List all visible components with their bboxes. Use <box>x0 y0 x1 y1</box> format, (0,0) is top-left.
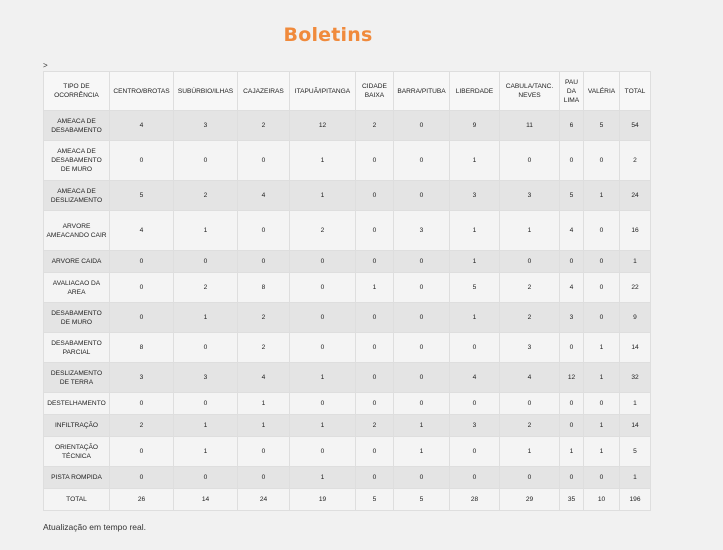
count-cell: 0 <box>394 181 450 211</box>
count-cell: 1 <box>238 393 290 415</box>
count-cell: 32 <box>620 363 651 393</box>
count-cell: 9 <box>450 111 500 141</box>
count-cell: 2 <box>174 273 238 303</box>
count-cell: 2 <box>174 181 238 211</box>
occurrence-type-cell: DESABAMENTO PARCIAL <box>44 333 110 363</box>
occurrence-type-cell: DESLIZAMENTO DE TERRA <box>44 363 110 393</box>
column-header: VALÉRIA <box>584 72 620 111</box>
occurrence-type-cell: AMEACA DE DESLIZAMENTO <box>44 181 110 211</box>
count-cell: 0 <box>356 393 394 415</box>
count-cell: 5 <box>450 273 500 303</box>
count-cell: 0 <box>584 211 620 251</box>
count-cell: 1 <box>500 437 560 467</box>
count-cell: 0 <box>290 303 356 333</box>
table-row <box>44 415 651 437</box>
table-row <box>44 393 651 415</box>
column-header: ITAPUÃ/IPITANGA <box>290 72 356 111</box>
count-cell: 0 <box>110 141 174 181</box>
count-cell: 0 <box>238 141 290 181</box>
count-cell: 0 <box>450 437 500 467</box>
column-header: LIBERDADE <box>450 72 500 111</box>
count-cell: 0 <box>290 333 356 363</box>
count-cell: 4 <box>238 363 290 393</box>
count-cell: 1 <box>290 141 356 181</box>
count-cell: 0 <box>394 303 450 333</box>
count-cell: 24 <box>238 489 290 511</box>
occurrence-type-cell: PISTA ROMPIDA <box>44 467 110 489</box>
count-cell: 1 <box>290 415 356 437</box>
count-cell: 3 <box>174 111 238 141</box>
column-header: SUBÚRBIO/ILHAS <box>174 72 238 111</box>
count-cell: 1 <box>584 415 620 437</box>
count-cell: 0 <box>500 393 560 415</box>
count-cell: 2 <box>620 141 651 181</box>
count-cell: 0 <box>394 393 450 415</box>
count-cell: 1 <box>356 273 394 303</box>
count-cell: 3 <box>560 303 584 333</box>
count-cell: 0 <box>584 467 620 489</box>
count-cell: 1 <box>290 181 356 211</box>
count-cell: 3 <box>450 415 500 437</box>
occurrence-type-cell: INFILTRAÇÃO <box>44 415 110 437</box>
count-cell: 1 <box>620 251 651 273</box>
boletins-table <box>43 71 651 511</box>
count-cell: 3 <box>500 333 560 363</box>
count-cell: 2 <box>356 111 394 141</box>
count-cell: 0 <box>174 141 238 181</box>
count-cell: 0 <box>110 437 174 467</box>
count-cell: 0 <box>290 251 356 273</box>
count-cell: 0 <box>394 111 450 141</box>
occurrence-type-cell: TOTAL <box>44 489 110 511</box>
count-cell: 0 <box>584 303 620 333</box>
count-cell: 1 <box>450 141 500 181</box>
count-cell: 0 <box>394 467 450 489</box>
occurrence-type-cell: ORIENTAÇÃO TÉCNICA <box>44 437 110 467</box>
count-cell: 0 <box>560 251 584 273</box>
count-cell: 0 <box>356 437 394 467</box>
table-row <box>44 251 651 273</box>
count-cell: 0 <box>584 393 620 415</box>
count-cell: 2 <box>356 415 394 437</box>
count-cell: 2 <box>238 111 290 141</box>
count-cell: 2 <box>500 273 560 303</box>
count-cell: 0 <box>584 251 620 273</box>
count-cell: 1 <box>174 415 238 437</box>
count-cell: 196 <box>620 489 651 511</box>
count-cell: 0 <box>394 273 450 303</box>
count-cell: 1 <box>290 363 356 393</box>
count-cell: 0 <box>356 363 394 393</box>
count-cell: 29 <box>500 489 560 511</box>
column-header: CABULA/TANC. NEVES <box>500 72 560 111</box>
count-cell: 5 <box>110 181 174 211</box>
count-cell: 2 <box>238 303 290 333</box>
count-cell: 8 <box>238 273 290 303</box>
count-cell: 19 <box>290 489 356 511</box>
count-cell: 0 <box>450 393 500 415</box>
count-cell: 0 <box>500 141 560 181</box>
count-cell: 0 <box>110 467 174 489</box>
footer-status: Atualização em tempo real. <box>43 522 146 532</box>
count-cell: 0 <box>356 333 394 363</box>
count-cell: 1 <box>450 251 500 273</box>
column-header: CIDADE BAIXA <box>356 72 394 111</box>
count-cell: 0 <box>238 437 290 467</box>
count-cell: 5 <box>356 489 394 511</box>
count-cell: 16 <box>620 211 651 251</box>
count-cell: 1 <box>620 467 651 489</box>
count-cell: 6 <box>560 111 584 141</box>
count-cell: 2 <box>238 333 290 363</box>
count-cell: 14 <box>620 415 651 437</box>
count-cell: 2 <box>290 211 356 251</box>
count-cell: 10 <box>584 489 620 511</box>
count-cell: 8 <box>110 333 174 363</box>
count-cell: 0 <box>174 393 238 415</box>
count-cell: 0 <box>500 251 560 273</box>
count-cell: 0 <box>110 273 174 303</box>
count-cell: 1 <box>584 363 620 393</box>
count-cell: 1 <box>500 211 560 251</box>
count-cell: 0 <box>394 141 450 181</box>
count-cell: 0 <box>356 141 394 181</box>
table-row <box>44 303 651 333</box>
count-cell: 14 <box>620 333 651 363</box>
count-cell: 3 <box>450 181 500 211</box>
occurrence-type-cell: AVALIACAO DA AREA <box>44 273 110 303</box>
count-cell: 5 <box>560 181 584 211</box>
count-cell: 0 <box>394 333 450 363</box>
count-cell: 0 <box>560 141 584 181</box>
table-row <box>44 363 651 393</box>
count-cell: 0 <box>290 437 356 467</box>
count-cell: 1 <box>560 437 584 467</box>
count-cell: 2 <box>500 303 560 333</box>
count-cell: 0 <box>290 393 356 415</box>
table-row <box>44 333 651 363</box>
count-cell: 4 <box>560 211 584 251</box>
count-cell: 5 <box>394 489 450 511</box>
count-cell: 1 <box>290 467 356 489</box>
occurrence-type-cell: AMEACA DE DESABAMENTO DE MURO <box>44 141 110 181</box>
count-cell: 11 <box>500 111 560 141</box>
count-cell: 24 <box>620 181 651 211</box>
count-cell: 0 <box>356 181 394 211</box>
count-cell: 5 <box>584 111 620 141</box>
breadcrumb-marker: > <box>43 61 48 70</box>
column-header: TIPO DE OCORRÊNCIA <box>44 72 110 111</box>
count-cell: 0 <box>110 303 174 333</box>
count-cell: 4 <box>238 181 290 211</box>
count-cell: 14 <box>174 489 238 511</box>
occurrence-type-cell: ARVORE CAIDA <box>44 251 110 273</box>
count-cell: 0 <box>290 273 356 303</box>
count-cell: 4 <box>110 111 174 141</box>
count-cell: 0 <box>110 393 174 415</box>
column-header: TOTAL <box>620 72 651 111</box>
count-cell: 28 <box>450 489 500 511</box>
count-cell: 0 <box>560 333 584 363</box>
count-cell: 0 <box>560 393 584 415</box>
count-cell: 0 <box>174 333 238 363</box>
page-title: Boletins <box>283 24 373 46</box>
count-cell: 0 <box>560 467 584 489</box>
count-cell: 1 <box>584 437 620 467</box>
table-header-row <box>44 72 651 111</box>
count-cell: 4 <box>500 363 560 393</box>
count-cell: 0 <box>560 415 584 437</box>
count-cell: 4 <box>450 363 500 393</box>
count-cell: 1 <box>450 303 500 333</box>
table-row <box>44 181 651 211</box>
column-header: BARRA/PITUBA <box>394 72 450 111</box>
table-row <box>44 211 651 251</box>
count-cell: 2 <box>110 415 174 437</box>
count-cell: 0 <box>584 273 620 303</box>
count-cell: 0 <box>394 251 450 273</box>
count-cell: 0 <box>238 211 290 251</box>
count-cell: 1 <box>450 211 500 251</box>
count-cell: 26 <box>110 489 174 511</box>
column-header: CENTRO/BROTAS <box>110 72 174 111</box>
table-row <box>44 273 651 303</box>
occurrence-type-cell: DESTELHAMENTO <box>44 393 110 415</box>
count-cell: 2 <box>500 415 560 437</box>
count-cell: 1 <box>174 211 238 251</box>
count-cell: 0 <box>584 141 620 181</box>
occurrence-type-cell: DESABAMENTO DE MURO <box>44 303 110 333</box>
count-cell: 0 <box>356 211 394 251</box>
count-cell: 12 <box>290 111 356 141</box>
occurrence-type-cell: ARVORE AMEACANDO CAIR <box>44 211 110 251</box>
count-cell: 54 <box>620 111 651 141</box>
count-cell: 0 <box>238 467 290 489</box>
count-cell: 1 <box>394 437 450 467</box>
count-cell: 1 <box>238 415 290 437</box>
table-row <box>44 141 651 181</box>
occurrence-type-cell: AMEACA DE DESABAMENTO <box>44 111 110 141</box>
count-cell: 4 <box>560 273 584 303</box>
count-cell: 0 <box>500 467 560 489</box>
count-cell: 1 <box>394 415 450 437</box>
count-cell: 0 <box>238 251 290 273</box>
table-row <box>44 437 651 467</box>
count-cell: 9 <box>620 303 651 333</box>
column-header: CAJAZEIRAS <box>238 72 290 111</box>
count-cell: 0 <box>174 251 238 273</box>
count-cell: 1 <box>174 303 238 333</box>
column-header: PAU DA LIMA <box>560 72 584 111</box>
table-row <box>44 467 651 489</box>
count-cell: 0 <box>356 303 394 333</box>
total-row <box>44 489 651 511</box>
count-cell: 4 <box>110 211 174 251</box>
count-cell: 0 <box>356 467 394 489</box>
count-cell: 1 <box>620 393 651 415</box>
count-cell: 1 <box>584 333 620 363</box>
count-cell: 0 <box>174 467 238 489</box>
count-cell: 5 <box>620 437 651 467</box>
count-cell: 3 <box>394 211 450 251</box>
count-cell: 1 <box>174 437 238 467</box>
count-cell: 3 <box>500 181 560 211</box>
count-cell: 22 <box>620 273 651 303</box>
count-cell: 0 <box>110 251 174 273</box>
count-cell: 0 <box>356 251 394 273</box>
count-cell: 1 <box>584 181 620 211</box>
count-cell: 0 <box>450 333 500 363</box>
count-cell: 3 <box>110 363 174 393</box>
count-cell: 0 <box>394 363 450 393</box>
table-row <box>44 111 651 141</box>
count-cell: 0 <box>450 467 500 489</box>
count-cell: 12 <box>560 363 584 393</box>
count-cell: 3 <box>174 363 238 393</box>
table-body <box>44 111 651 511</box>
count-cell: 35 <box>560 489 584 511</box>
